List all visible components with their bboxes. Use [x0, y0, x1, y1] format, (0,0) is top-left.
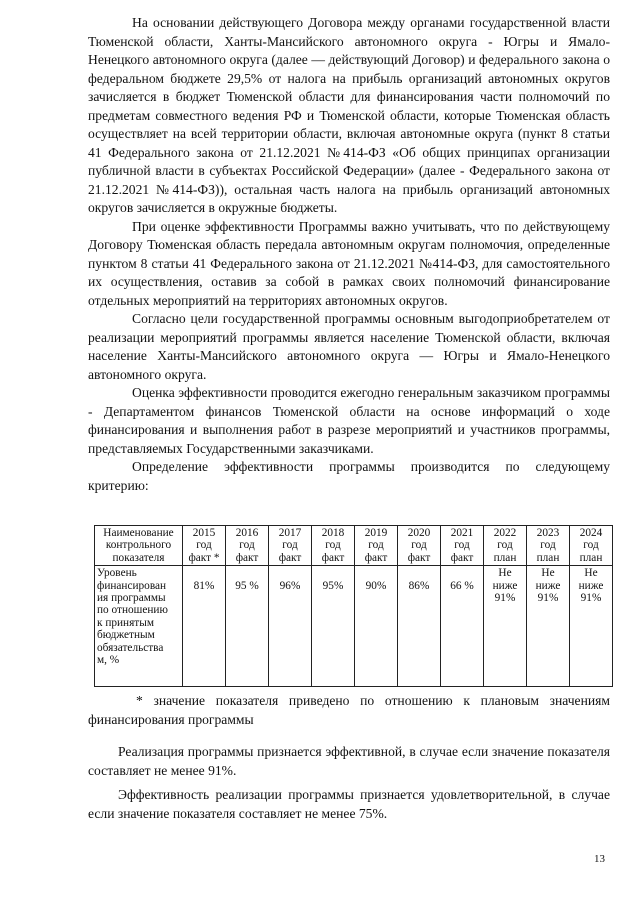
value-cell: Не ниже 91% — [484, 566, 527, 687]
year-header: 2018 год факт — [312, 526, 355, 566]
year-header: 2015 год факт * — [183, 526, 226, 566]
paragraph: Оценка эффективности проводится ежегодно генеральным заказчиком программы - Департаментом финансов Тюменской области на основе информаций о ходе финансирования и выполнения работ в разрезе мероприятий и участников программы, представляемых Государственными заказчиками. — [88, 385, 610, 456]
year-header: 2024 год план — [570, 526, 613, 566]
value-cell: 86% — [398, 566, 441, 687]
year-header: 2022 год план — [484, 526, 527, 566]
year-header: 2023 год план — [527, 526, 570, 566]
paragraph: Определение эффективности программы производится по следующему критерию: — [88, 459, 610, 493]
value-cell: Не ниже 91% — [527, 566, 570, 687]
value-cell: 95% — [312, 566, 355, 687]
indicator-name-header: Наименование контрольного показателя — [95, 526, 183, 566]
conclusion-effective: Реализация программы признается эффективной, в случае если значение показателя составляет не менее 91%. — [88, 744, 610, 778]
table-footnote: * значение показателя приведено по отношению к плановым значениям финансирования программы — [88, 693, 610, 727]
value-cell: 66 % — [441, 566, 484, 687]
value-cell: 96% — [269, 566, 312, 687]
paragraph: Согласно цели государственной программы основным выгодоприобретателем от реализации мероприятий программы является население Тюменской области, включая население Ханты-Мансийского автономного округа — Югры и Ямало-Ненецкого автономного округа. — [88, 311, 610, 382]
indicator-name-cell: Уровень финансирован ия программы по отношению к принятым бюджетным обязательства м, % — [95, 566, 183, 687]
value-cell: Не ниже 91% — [570, 566, 613, 687]
conclusion-satisfactory: Эффективность реализации программы признается удовлетворительной, в случае если значение показателя составляет не менее 75%. — [88, 787, 610, 821]
indicator-table — [94, 525, 613, 687]
paragraph: При оценке эффективности Программы важно учитывать, что по действующему Договору Тюменская область передала автономным округам полномочия, определенные пунктом 8 статьи 41 Федерального закона от 21.12.2021 №414-ФЗ, для самостоятельного их осуществления, оставив за собой в рамках своих полномочий финансирование отдельных мероприятий на территориях автономных округов. — [88, 218, 610, 308]
table-header-row — [95, 526, 613, 566]
year-header: 2021 год факт — [441, 526, 484, 566]
body-text — [88, 14, 610, 495]
indicator-table-container — [94, 525, 612, 687]
table-row — [95, 566, 613, 687]
year-header: 2016 год факт — [226, 526, 269, 566]
value-cell: 90% — [355, 566, 398, 687]
year-header: 2020 год факт — [398, 526, 441, 566]
value-cell: 95 % — [226, 566, 269, 687]
paragraph: На основании действующего Договора между органами государственной власти Тюменской области, Ханты-Мансийского автономного округа - Югры и Ямало-Ненецкого автономного округа (далее — действующий Договор) и федерального закона о федеральном бюджете 29,5% от налога на прибыль организаций автономных округов зачисляется в бюджет Тюменской области для финансирования части полномочий по предметам совместного ведения РФ и Тюменской области, которые Тюменская область осуществляет на всей территории области, включая автономные округа (пункт 8 статьи 41 Федерального закона от 21.12.2021 №414-ФЗ «Об общих принципах организации публичной власти в субъектах Российской Федерации» (далее - Федерального закона от 21.12.2021 №414-ФЗ)), остальная часть налога на прибыль организаций автономных округов зачисляется в окружные бюджеты. — [88, 15, 610, 215]
value-cell: 81% — [183, 566, 226, 687]
year-header: 2017 год факт — [269, 526, 312, 566]
page-number: 13 — [594, 853, 605, 865]
year-header: 2019 год факт — [355, 526, 398, 566]
